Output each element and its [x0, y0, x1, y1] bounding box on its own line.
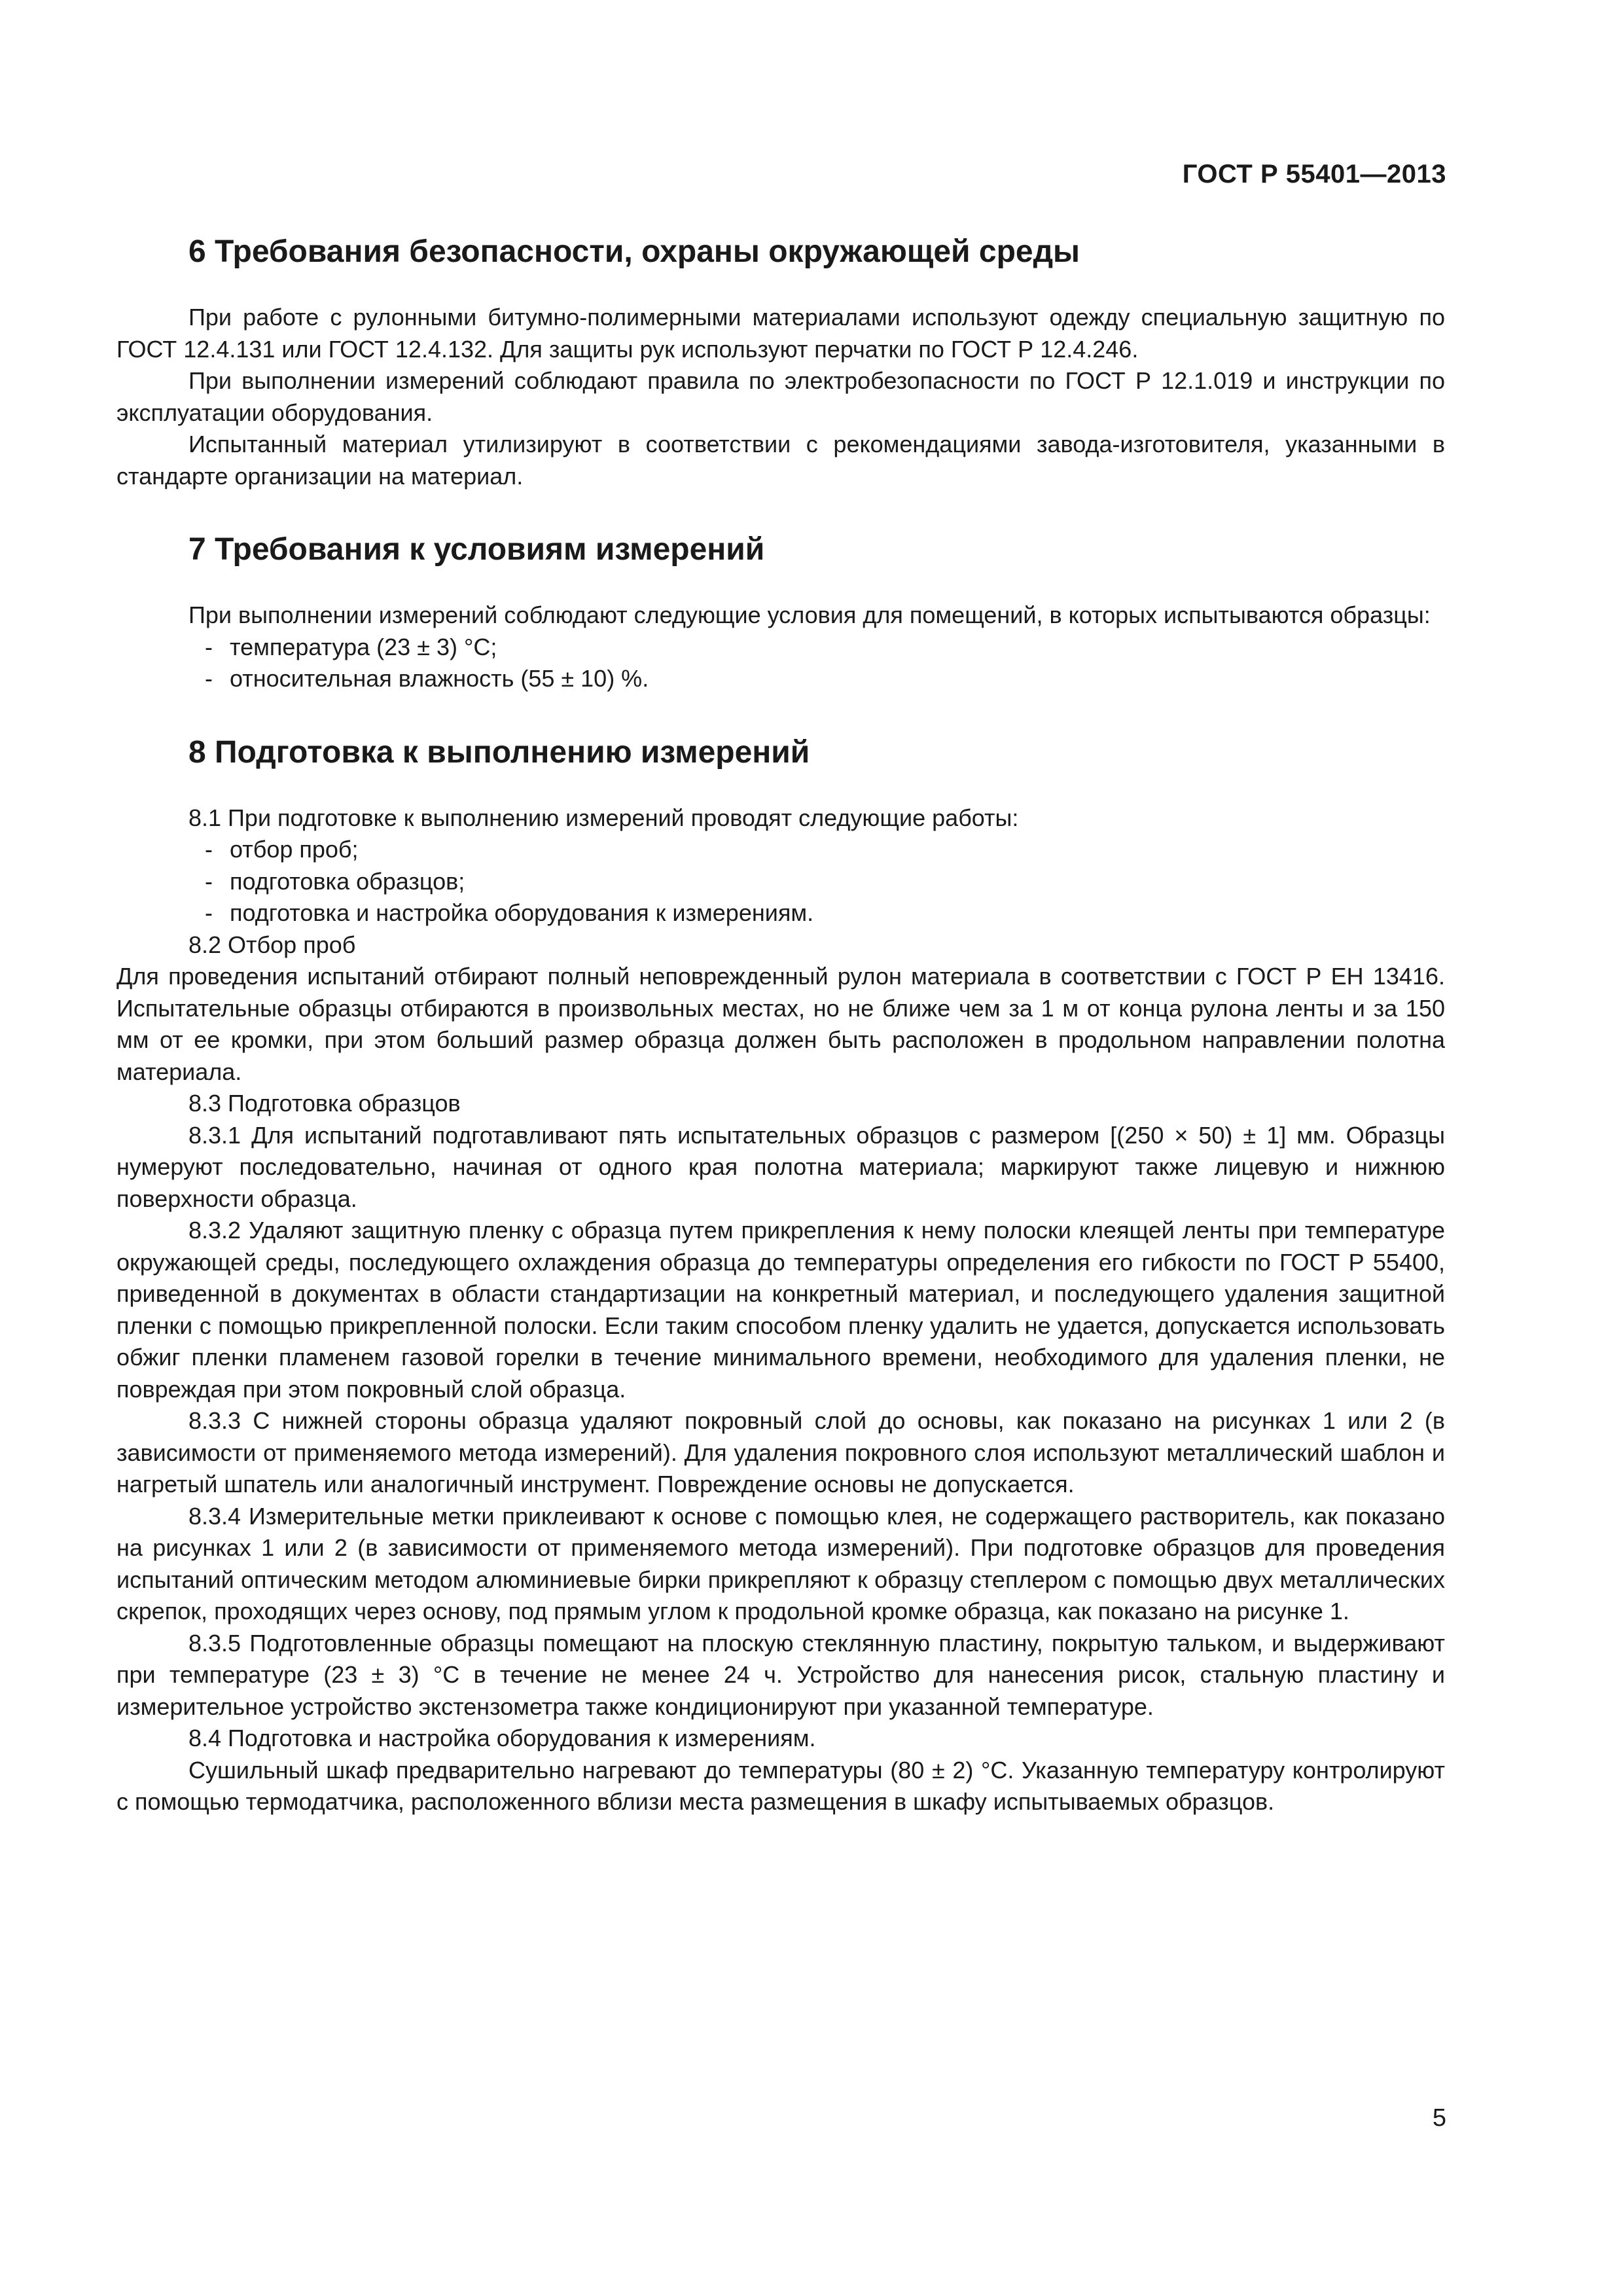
paragraph: При выполнении измерений соблюдают следующие условия для помещений, в которых испытываются образцы:	[188, 601, 1431, 628]
paragraph: При выполнении измерений соблюдают правила по электробезопасности по ГОСТ Р 12.1.019 и инструкции по эксплуатации оборудования.	[116, 367, 1445, 426]
paragraph: При работе с рулонными битумно-полимерными материалами используют одежду специальную защитную по ГОСТ 12.4.131 или ГОСТ 12.4.132. Для защиты рук используют перчатки по ГОСТ Р 12.4.246.	[116, 304, 1445, 363]
list-marker: -	[205, 633, 213, 660]
section-8-heading: 8 Подготовка к выполнению измерений	[188, 734, 810, 770]
paragraph: Для проведения испытаний отбирают полный неповрежденный рулон материала в соответствии с ГОСТ Р ЕН 13416. Испытательные образцы отбираются в произвольных местах, но не ближе чем за 1 м от конца рулона ленты и за 150 мм от ее кромки, при этом больший размер образца должен быть расположен в продольном направлении полотна материала.	[116, 963, 1445, 1085]
paragraph: 8.3.2 Удаляют защитную пленку с образца путем прикрепления к нему полоски клеящей ленты при температуре окружающей среды, последующего охлаждения образца до температуры определения его гибкости по ГОСТ Р 55400, приведенной в документах в области стандартизации на конкретный материал, и последующего удаления защитной пленки с помощью прикрепленной полоски. Если таким способом пленку удалить не удается, допускается использовать обжиг пленки пламенем газовой горелки в течение минимального времени, необходимого для удаления пленки, не повреждая при этом покровный слой образца.	[116, 1217, 1445, 1403]
paragraph: 8.3.4 Измерительные метки приклеивают к основе с помощью клея, не содержащего растворитель, как показано на рисунках 1 или 2 (в зависимости от применяемого метода измерений). При подготовке образцов для проведения испытаний оптическим методом алюминиевые бирки прикрепляют к образцу степлером с помощью двух металлических скрепок, проходящих через основу, под прямым углом к продольной кромке образца, как показано на рисунке 1.	[116, 1502, 1445, 1624]
subsection-heading: 8.4 Подготовка и настройка оборудования к измерениям.	[188, 1725, 816, 1751]
page-content	[116, 226, 1445, 1818]
subsection-heading: 8.3 Подготовка образцов	[188, 1090, 461, 1117]
page-number: 5	[1432, 2104, 1446, 2132]
paragraph: 8.3.3 С нижней стороны образца удаляют покровный слой до основы, как показано на рисунках 1 или 2 (в зависимости от применяемого метода измерений). Для удаления покровного слоя используют металлический шаблон и нагретый шпатель или аналогичный инструмент. Повреждение основы не допускается.	[116, 1407, 1445, 1498]
paragraph: 8.1 При подготовке к выполнению измерений проводят следующие работы:	[188, 804, 1019, 831]
section-6-heading: 6 Требования безопасности, охраны окружающей среды	[188, 234, 1080, 269]
list-marker: -	[205, 665, 213, 692]
list-marker: -	[205, 836, 213, 863]
list-item: - подготовка и настройка оборудования к измерениям.	[116, 897, 1445, 929]
list-item: - температура (23 ± 3) °С;	[116, 632, 1445, 664]
list-item: - относительная влажность (55 ± 10) %.	[116, 663, 1445, 695]
subsection-heading: 8.2 Отбор проб	[188, 931, 356, 958]
list-marker: -	[205, 867, 213, 895]
paragraph: 8.3.1 Для испытаний подготавливают пять испытательных образцов с размером [(250 × 50) ± 1] мм. Образцы нумеруют последовательно, начиная от одного края полотна материала; маркируют также лицевую и нижнюю поверхности образца.	[116, 1121, 1445, 1212]
list-item: - отбор проб;	[116, 834, 1445, 866]
paragraph: 8.3.5 Подготовленные образцы помещают на плоскую стеклянную пластину, покрытую тальком, и выдерживают при температуре (23 ± 3) °С в течение не менее 24 ч. Устройство для нанесения рисок, стальную пластину и измерительное устройство экстензометра также кондиционируют при указанной температуре.	[116, 1629, 1445, 1720]
paragraph: Сушильный шкаф предварительно нагревают до температуры (80 ± 2) °С. Указанную температуру контролируют с помощью термодатчика, расположенного вблизи места размещения в шкафу испытываемых образцов.	[116, 1756, 1445, 1815]
document-code: ГОСТ Р 55401—2013	[1182, 160, 1446, 188]
section-7-heading: 7 Требования к условиям измерений	[188, 532, 765, 567]
list-marker: -	[205, 899, 213, 926]
list-item: - подготовка образцов;	[116, 866, 1445, 898]
paragraph: Испытанный материал утилизируют в соответствии с рекомендациями завода-изготовителя, указанными в стандарте организации на материал.	[116, 431, 1445, 490]
